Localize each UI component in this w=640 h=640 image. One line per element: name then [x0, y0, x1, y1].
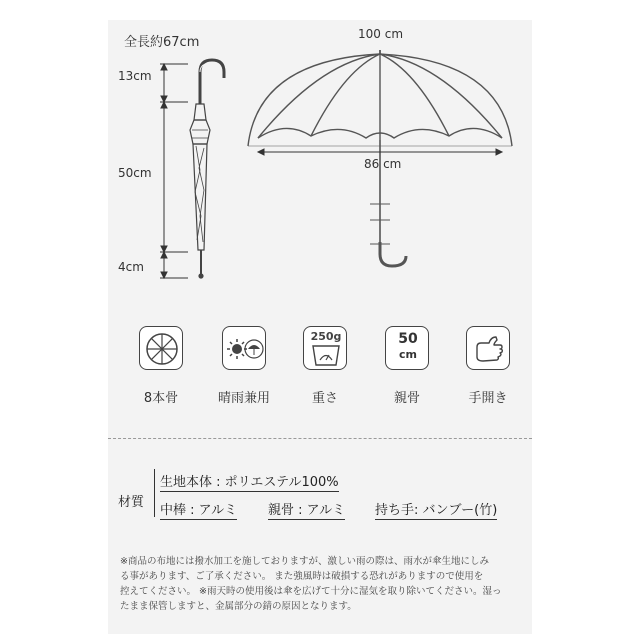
material-handle: 持ち手: バンブー(竹) [375, 499, 497, 520]
note-line: 控えてください。 ※雨天時の使用後は傘を広げて十分に湿気を取り除いてください。湿っ [120, 586, 502, 597]
feature-label-sun-rain: 晴雨兼用 [217, 391, 270, 406]
feature-label-hand-open: 手開き [468, 391, 508, 406]
note-line: ※商品の布地には撥水加工を施しておりますが、激しい雨の際は、雨水が傘生地にしみ [120, 556, 489, 567]
feature-label-weight: 重さ [311, 391, 338, 406]
handle-length-label: 13cm [118, 69, 152, 83]
note-line: る事があります、ご了承ください。 また強風時は破損する恐れがありますので使用を [120, 571, 484, 582]
closed-umbrella-illustration [190, 60, 224, 278]
dimension-diagram [108, 20, 532, 320]
rib-length-icon [385, 326, 429, 370]
weight-badge: 250g [310, 330, 342, 343]
material-rib: 親骨 : アルミ [268, 499, 345, 520]
product-spec-panel [108, 20, 532, 634]
care-note [120, 554, 524, 614]
rib-length-unit: cm [399, 348, 417, 361]
sun-rain-icon [222, 326, 266, 370]
body-length-label: 50cm [118, 166, 152, 180]
hand-open-icon [466, 326, 510, 370]
scale-icon [303, 326, 347, 370]
open-width-top-label: 100 cm [358, 27, 404, 41]
note-line: たまま保管しますと、金属部分の錆の原因となります。 [120, 601, 357, 612]
rib-length-value: 50 [398, 331, 418, 347]
dimension-arrows [160, 64, 188, 278]
open-width-bottom-label: 86 cm [364, 157, 402, 171]
feature-label-rib-length: 親骨 [393, 391, 420, 406]
section-divider [108, 438, 532, 439]
feature-label-ribs: 8本骨 [143, 391, 179, 406]
eight-rib-icon [139, 326, 183, 370]
material-shaft: 中棒 : アルミ [160, 499, 237, 520]
total-length-label: 全長約67cm [124, 35, 200, 50]
material-fabric: 生地本体 : ポリエステル100% [160, 471, 339, 492]
materials-bracket [154, 469, 155, 517]
tip-length-label: 4cm [118, 260, 144, 274]
materials-heading: 材質 [118, 495, 145, 510]
